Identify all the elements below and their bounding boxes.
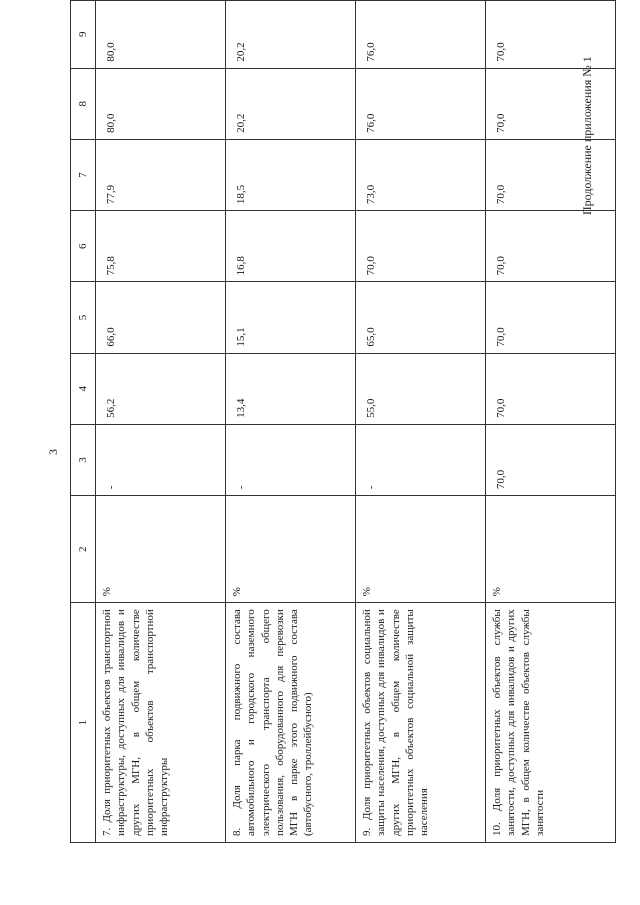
indicator-value: 18,5 [226, 139, 356, 210]
indicator-name: 8. Доля парка подвижного состава автомобильного и городского наземного электрического транспорта общего пользования, оборудованного для перевозки МГН в парке этого подвижного состава (автобусного, троллейбусного) [226, 603, 356, 843]
column-number: 3 [71, 424, 96, 495]
indicator-value: 76,0 [356, 68, 486, 139]
column-number: 1 [71, 603, 96, 843]
page-number: 3 [46, 449, 60, 455]
table-row [96, 1, 226, 843]
indicator-value: 80,0 [96, 68, 226, 139]
indicator-value: 75,8 [96, 211, 226, 282]
indicator-value: 56,2 [96, 353, 226, 424]
indicator-value: 70,0 [486, 424, 616, 495]
column-number: 2 [71, 496, 96, 603]
indicator-unit: % [486, 496, 616, 603]
indicator-name: 10. Доля приоритетных объектов службы занятости, доступных для инвалидов и других МГН, в общем количестве объектов службы занятости [486, 603, 616, 843]
indicator-unit: % [226, 496, 356, 603]
column-number: 7 [71, 139, 96, 210]
indicator-value: 70,0 [486, 139, 616, 210]
indicators-table [70, 0, 616, 843]
column-number: 5 [71, 282, 96, 353]
indicator-value: 66,0 [96, 282, 226, 353]
indicator-value: 70,0 [486, 282, 616, 353]
indicator-value: - [96, 424, 226, 495]
table-row [356, 1, 486, 843]
column-number: 9 [71, 1, 96, 69]
column-number-row [71, 1, 96, 843]
column-number: 8 [71, 68, 96, 139]
column-number: 6 [71, 211, 96, 282]
indicator-value: 70,0 [486, 211, 616, 282]
indicator-value: - [226, 424, 356, 495]
indicator-value: 13,4 [226, 353, 356, 424]
indicator-unit: % [356, 496, 486, 603]
indicator-value: 70,0 [356, 211, 486, 282]
table-row [226, 1, 356, 843]
table-row [486, 1, 616, 843]
indicator-value: 70,0 [486, 1, 616, 69]
indicator-value: 20,2 [226, 1, 356, 69]
indicator-value: 77,9 [96, 139, 226, 210]
indicator-unit: % [96, 496, 226, 603]
indicator-value: 70,0 [486, 68, 616, 139]
column-number: 4 [71, 353, 96, 424]
indicator-name: 9. Доля приоритетных объектов социальной защиты населения, доступных для инвалидов и других МГН, в общем количестве приоритетных объектов социальной защиты населения [356, 603, 486, 843]
indicator-value: 16,8 [226, 211, 356, 282]
indicator-value: 20,2 [226, 68, 356, 139]
indicator-value: 73,0 [356, 139, 486, 210]
indicator-value: - [356, 424, 486, 495]
indicator-value: 76,0 [356, 1, 486, 69]
indicator-value: 55,0 [356, 353, 486, 424]
indicator-name: 7. Доля приоритетных объектов транспортной инфраструктуры, доступных для инвалидов и других МГН, в общем количестве приоритетных объектов транспортной инфраструктуры [96, 603, 226, 843]
appendix-label: Продолжение приложения № 1 [580, 56, 594, 215]
indicator-value: 15,1 [226, 282, 356, 353]
indicator-value: 65,0 [356, 282, 486, 353]
indicator-value: 80,0 [96, 1, 226, 69]
indicator-value: 70,0 [486, 353, 616, 424]
